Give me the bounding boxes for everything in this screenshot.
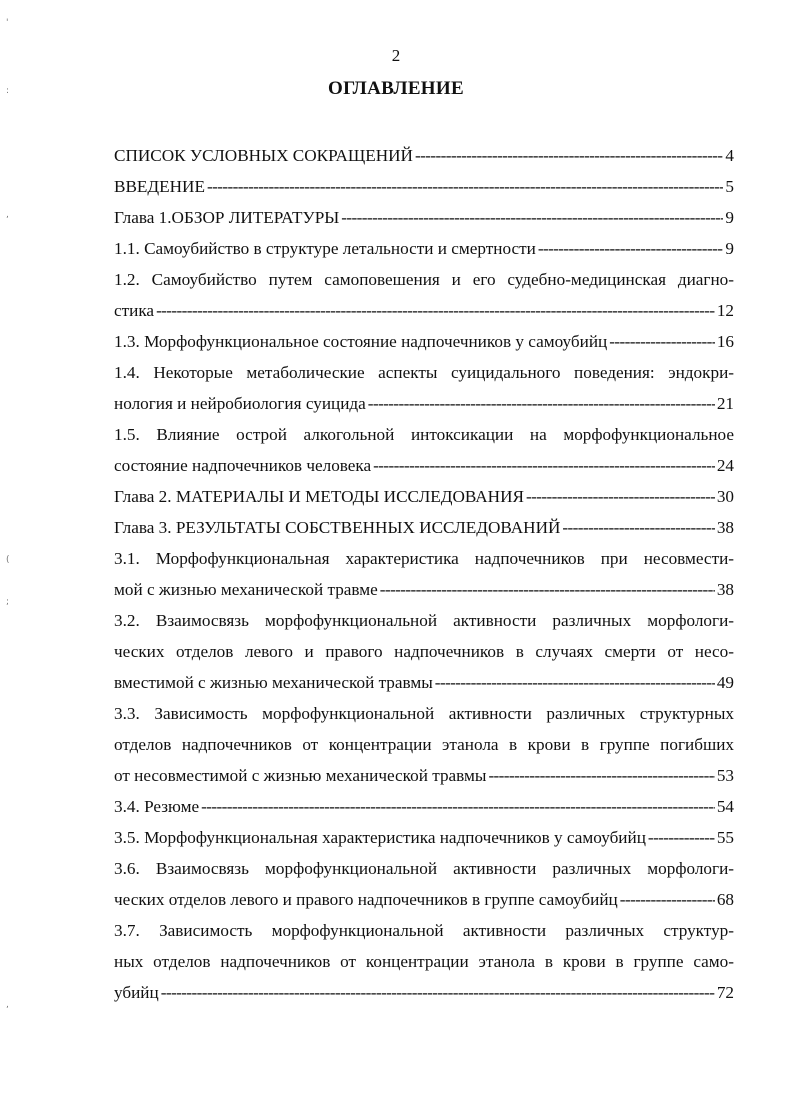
toc-entry-line: 1.5. Влияние острой алкогольной интоксикации на морфофункциональное xyxy=(114,425,734,444)
dot-leader xyxy=(159,977,715,1008)
toc-entry-page: 9 xyxy=(725,208,734,227)
page-number: 2 xyxy=(391,46,401,65)
toc-entry xyxy=(114,822,734,853)
page-title: ОГЛАВЛЕНИЕ xyxy=(328,78,464,99)
toc-entry xyxy=(114,481,734,512)
toc-entry-title: Глава 2. МАТЕРИАЛЫ И МЕТОДЫ ИССЛЕДОВАНИЯ xyxy=(114,487,524,506)
toc-entry-title: 3.4. Резюме xyxy=(114,797,200,816)
toc-entry xyxy=(114,140,734,171)
toc-entry-page: 24 xyxy=(716,456,734,475)
toc-entry-line: отделов надпочечников от концентрации этанола в крови в группе погибших xyxy=(114,735,734,754)
toc-entry-title: вместимой с жизнью механической травмы xyxy=(114,673,433,692)
toc-entry xyxy=(114,574,734,605)
toc-entry xyxy=(114,667,734,698)
dot-leader xyxy=(205,171,723,202)
toc-entry-title: состояние надпочечников человека xyxy=(114,456,372,475)
toc-entry-page: 49 xyxy=(716,673,734,692)
toc-entry-title: Глава 1.ОБЗОР ЛИТЕРАТУРЫ xyxy=(114,208,340,227)
toc-entry xyxy=(114,977,734,1008)
table-of-contents xyxy=(114,140,734,1008)
margin-mark: ' xyxy=(6,18,9,28)
toc-entry-title: 3.5. Морфофункциональная характеристика надпочечников у самоубийц xyxy=(114,828,646,847)
toc-entry-line: 1.2. Самоубийство путем самоповешения и его судебно-медицинская диагно- xyxy=(114,270,734,289)
toc-entry-page: 16 xyxy=(716,332,734,351)
dot-leader xyxy=(199,791,715,822)
toc-entry xyxy=(114,326,734,357)
toc-entry-line: ческих отделов левого и правого надпочечников в случаях смерти от несо- xyxy=(114,642,734,661)
toc-entry-title: Глава 3. РЕЗУЛЬТАТЫ СОБСТВЕННЫХ ИССЛЕДОВАНИЙ xyxy=(114,518,561,537)
margin-mark: : xyxy=(6,86,10,96)
toc-entry xyxy=(114,791,734,822)
toc-entry-title: от несовместимой с жизнью механической травмы xyxy=(114,766,487,785)
toc-entry-page: 4 xyxy=(725,146,734,165)
dot-leader xyxy=(433,667,715,698)
dot-leader xyxy=(646,822,715,853)
dot-leader xyxy=(366,388,715,419)
toc-entry xyxy=(114,202,734,233)
dot-leader xyxy=(618,884,715,915)
toc-entry-page: 30 xyxy=(716,487,734,506)
toc-entry-page: 12 xyxy=(716,301,734,320)
margin-mark: , xyxy=(6,1000,9,1010)
toc-entry-title: СПИСОК УСЛОВНЫХ СОКРАЩЕНИЙ xyxy=(114,146,413,165)
dot-leader xyxy=(371,450,715,481)
toc-entry xyxy=(114,233,734,264)
toc-entry-page: 68 xyxy=(716,890,734,909)
toc-entry-page: 5 xyxy=(725,177,734,196)
toc-entry xyxy=(114,171,734,202)
toc-entry xyxy=(114,388,734,419)
toc-entry xyxy=(114,512,734,543)
toc-entry-title: нология и нейробиология суицида xyxy=(114,394,366,413)
toc-entry-title: убийц xyxy=(114,983,159,1002)
toc-entry xyxy=(114,450,734,481)
toc-entry-page: 72 xyxy=(716,983,734,1002)
dot-leader xyxy=(154,295,715,326)
toc-entry-page: 53 xyxy=(716,766,734,785)
toc-entry-line: 3.2. Взаимосвязь морфофункциональной активности различных морфологи- xyxy=(114,611,734,630)
toc-entry-line: 3.3. Зависимость морфофункциональной активности различных структурных xyxy=(114,704,734,723)
toc-entry xyxy=(114,884,734,915)
toc-entry xyxy=(114,295,734,326)
dot-leader xyxy=(378,574,715,605)
toc-entry-page: 21 xyxy=(716,394,734,413)
toc-entry-line: ных отделов надпочечников от концентрации этанола в крови в группе само- xyxy=(114,952,734,971)
toc-entry-title: ческих отделов левого и правого надпочечников в группе самоубийц xyxy=(114,890,618,909)
toc-entry-title: стика xyxy=(114,301,155,320)
dot-leader xyxy=(524,481,715,512)
dot-leader xyxy=(560,512,714,543)
dot-leader xyxy=(607,326,715,357)
toc-entry-title: мой с жизнью механической травме xyxy=(114,580,378,599)
toc-entry-page: 38 xyxy=(716,580,734,599)
toc-entry-page: 54 xyxy=(716,797,734,816)
toc-entry-page: 55 xyxy=(716,828,734,847)
toc-entry-title: 1.1. Самоубийство в структуре летальности и смертности xyxy=(114,239,536,258)
dot-leader xyxy=(486,760,714,791)
toc-entry-page: 38 xyxy=(716,518,734,537)
toc-entry-title: ВВЕДЕНИЕ xyxy=(114,177,205,196)
toc-entry-line: 3.1. Морфофункциональная характеристика надпочечников при несовмести- xyxy=(114,549,734,568)
dot-leader xyxy=(536,233,724,264)
toc-entry-line: 3.6. Взаимосвязь морфофункциональной активности различных морфологи- xyxy=(114,859,734,878)
toc-entry-line: 3.7. Зависимость морфофункциональной активности различных структур- xyxy=(114,921,734,940)
toc-entry-line: 1.4. Некоторые метаболические аспекты суицидального поведения: эндокри- xyxy=(114,363,734,382)
margin-mark: ; xyxy=(6,597,10,607)
dot-leader xyxy=(339,202,723,233)
toc-entry-title: 1.3. Морфофункциональное состояние надпочечников у самоубийц xyxy=(114,332,608,351)
margin-mark: ( xyxy=(6,555,10,565)
toc-entry-page: 9 xyxy=(725,239,734,258)
toc-entry xyxy=(114,760,734,791)
margin-mark: , xyxy=(6,210,9,220)
dot-leader xyxy=(413,140,723,171)
